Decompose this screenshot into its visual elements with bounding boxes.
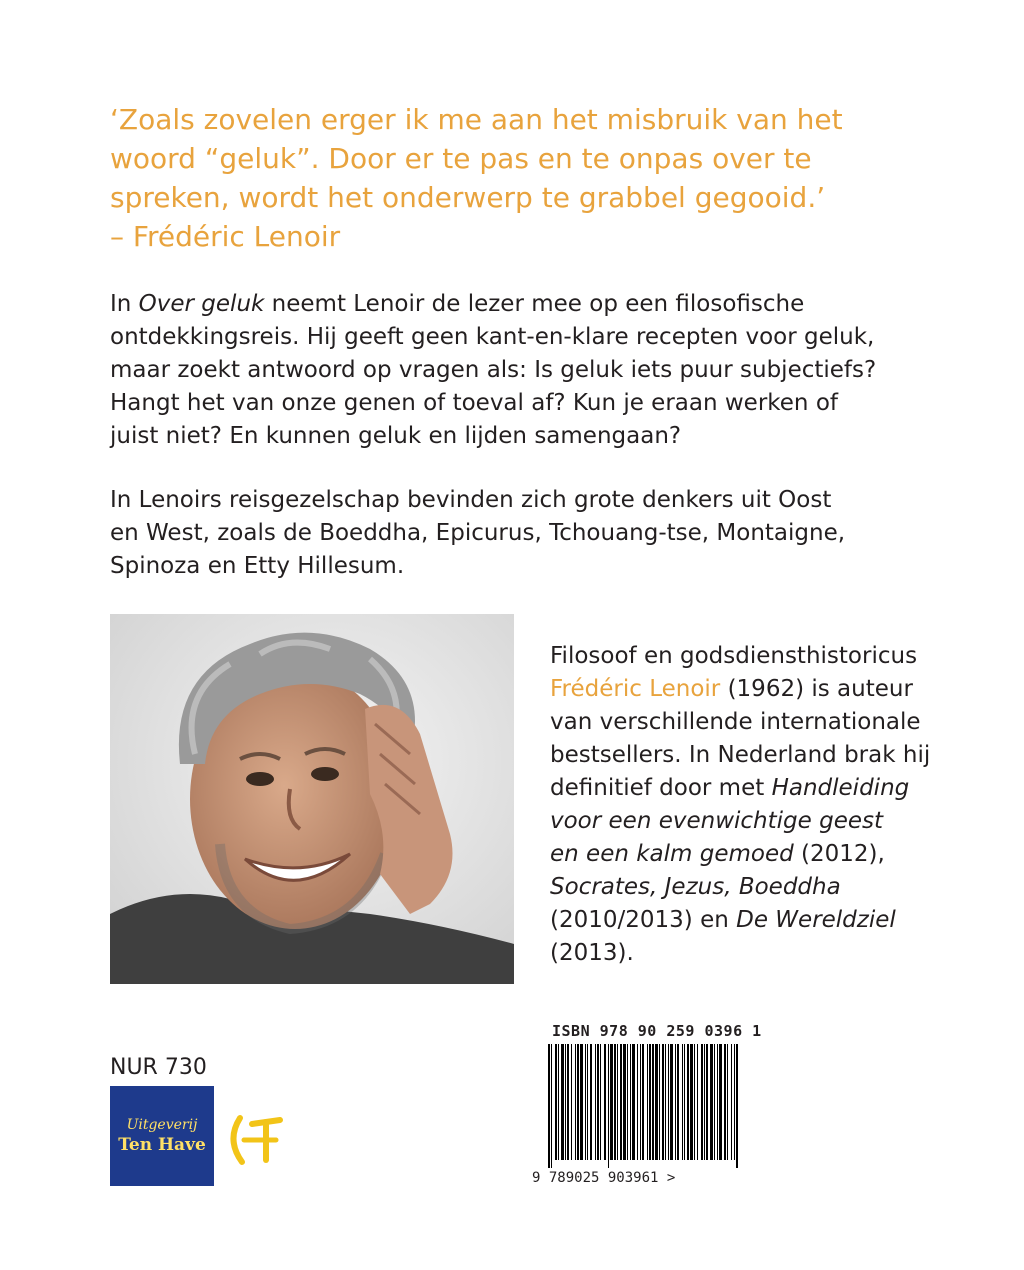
book-title: Over geluk bbox=[138, 291, 265, 317]
barcode-bar bbox=[600, 1044, 601, 1160]
paragraph-line: maar zoekt antwoord op vragen als: Is geluk iets puur subjectiefs? bbox=[110, 357, 877, 383]
bio-line bbox=[550, 772, 970, 805]
paragraph-line: Hangt het van onze genen of toeval af? Kun je eraan werken of bbox=[110, 390, 838, 416]
barcode-bar bbox=[736, 1044, 738, 1168]
publisher-h-icon bbox=[230, 1110, 286, 1170]
barcode-bar bbox=[567, 1044, 569, 1160]
quote-line: spreken, wordt het onderwerp te grabbel gegooid.’ bbox=[110, 181, 826, 214]
barcode-bar bbox=[724, 1044, 726, 1160]
barcode-bar bbox=[690, 1044, 693, 1160]
paragraph-line: Spinoza en Etty Hillesum. bbox=[110, 553, 405, 579]
barcode-bar bbox=[706, 1044, 708, 1160]
publisher-logo-line1: Uitgeverij bbox=[126, 1117, 198, 1133]
barcode-bar bbox=[617, 1044, 618, 1160]
barcode-bar bbox=[620, 1044, 622, 1160]
quote-line: woord “geluk”. Door er te pas en te onpas over te bbox=[110, 142, 812, 175]
isbn-barcode bbox=[532, 1022, 762, 1190]
book-title: Socrates, Jezus, Boeddha bbox=[550, 874, 841, 900]
barcode-bar bbox=[649, 1044, 651, 1160]
book-title: Handleiding bbox=[771, 775, 910, 801]
barcode-bar bbox=[684, 1044, 685, 1160]
book-title: De Wereldziel bbox=[736, 907, 896, 933]
bio-line bbox=[550, 805, 970, 838]
barcode-bar bbox=[561, 1044, 564, 1160]
barcode-bar bbox=[719, 1044, 722, 1160]
barcode-bar bbox=[655, 1044, 658, 1160]
barcode-bar bbox=[687, 1044, 689, 1160]
book-title: voor een evenwichtige geest bbox=[550, 808, 883, 834]
barcode-bar bbox=[670, 1044, 673, 1160]
publisher-logo-line2: Ten Have bbox=[118, 1135, 206, 1155]
author-photo bbox=[110, 614, 514, 984]
barcode-bar bbox=[668, 1044, 669, 1160]
barcode-bar bbox=[662, 1044, 664, 1160]
barcode-bar bbox=[694, 1044, 695, 1160]
barcode-bar bbox=[610, 1044, 613, 1160]
barcode-bar bbox=[608, 1044, 609, 1168]
barcode-bar bbox=[697, 1044, 698, 1160]
barcode-bar bbox=[575, 1044, 576, 1160]
book-title: en een kalm gemoed bbox=[550, 841, 794, 867]
thinkers-paragraph bbox=[110, 484, 970, 583]
author-bio bbox=[550, 640, 970, 970]
author-name: Frédéric Lenoir bbox=[550, 676, 721, 702]
barcode-bar bbox=[551, 1044, 552, 1168]
paragraph-line bbox=[110, 288, 970, 321]
text: (2012), bbox=[793, 841, 885, 867]
barcode-bar bbox=[677, 1044, 679, 1160]
barcode-bar bbox=[565, 1044, 566, 1160]
barcode-bar bbox=[623, 1044, 626, 1160]
barcode-bar bbox=[585, 1044, 586, 1160]
bio-line bbox=[550, 673, 970, 706]
bio-line: (2013). bbox=[550, 940, 634, 966]
barcode-bar bbox=[731, 1044, 732, 1160]
bio-line bbox=[550, 838, 970, 871]
barcode-bar bbox=[590, 1044, 592, 1160]
barcode-bar bbox=[734, 1044, 735, 1160]
barcode-bar bbox=[642, 1044, 644, 1160]
quote-line: ‘Zoals zovelen erger ik me aan het misbruik van het bbox=[110, 103, 843, 136]
publisher-logo bbox=[110, 1086, 214, 1186]
isbn-digits: 9 789025 903961 > bbox=[532, 1170, 676, 1186]
paragraph-line: juist niet? En kunnen geluk en lijden samengaan? bbox=[110, 423, 682, 449]
author-portrait-illustration bbox=[110, 614, 514, 984]
barcode-bar bbox=[727, 1044, 728, 1160]
bio-line bbox=[550, 904, 970, 937]
barcode-bar bbox=[604, 1044, 606, 1160]
bio-line bbox=[550, 871, 970, 904]
text: (2010/2013) en bbox=[550, 907, 737, 933]
barcode-bars bbox=[548, 1044, 742, 1168]
barcode-bar bbox=[632, 1044, 635, 1160]
barcode-bar bbox=[682, 1044, 683, 1160]
barcode-bar bbox=[675, 1044, 676, 1160]
paragraph-line: In Lenoirs reisgezelschap bevinden zich grote denkers uit Oost bbox=[110, 487, 832, 513]
barcode-bar bbox=[710, 1044, 713, 1160]
bio-line: bestsellers. In Nederland brak hij bbox=[550, 742, 931, 768]
text: neemt Lenoir de lezer mee op een filosofische bbox=[264, 291, 805, 317]
barcode-bar bbox=[577, 1044, 579, 1160]
barcode-bar bbox=[548, 1044, 550, 1168]
bio-line: Filosoof en godsdiensthistoricus bbox=[550, 643, 918, 669]
text: definitief door met bbox=[550, 775, 772, 801]
barcode-bar bbox=[580, 1044, 583, 1160]
barcode-bar bbox=[587, 1044, 588, 1160]
barcode-bar bbox=[637, 1044, 638, 1160]
paragraph-line: en West, zoals de Boeddha, Epicurus, Tchouang-tse, Montaigne, bbox=[110, 520, 846, 546]
barcode-bar bbox=[558, 1044, 559, 1160]
text: In bbox=[110, 291, 139, 317]
barcode-bar bbox=[714, 1044, 715, 1160]
barcode-bar bbox=[595, 1044, 596, 1160]
barcode-bar bbox=[701, 1044, 703, 1160]
quote bbox=[110, 100, 950, 256]
barcode-bar bbox=[652, 1044, 654, 1160]
isbn-label: ISBN 978 90 259 0396 1 bbox=[552, 1022, 762, 1040]
barcode-bar bbox=[555, 1044, 557, 1160]
paragraph-line: ontdekkingsreis. Hij geeft geen kant-en-klare recepten voor geluk, bbox=[110, 324, 875, 350]
barcode-bar bbox=[640, 1044, 641, 1160]
nur-code: NUR 730 bbox=[110, 1055, 207, 1080]
barcode-bar bbox=[665, 1044, 666, 1160]
barcode-bar bbox=[630, 1044, 631, 1160]
quote-attribution: – Frédéric Lenoir bbox=[110, 220, 341, 253]
barcode-bar bbox=[597, 1044, 599, 1160]
barcode-bar bbox=[571, 1044, 572, 1160]
barcode-bar bbox=[659, 1044, 660, 1160]
bio-line: van verschillende internationale bbox=[550, 709, 921, 735]
barcode-bar bbox=[627, 1044, 628, 1160]
text: (1962) is auteur bbox=[720, 676, 913, 702]
barcode-bar bbox=[614, 1044, 616, 1160]
barcode-bar bbox=[717, 1044, 718, 1160]
barcode-bar bbox=[647, 1044, 648, 1160]
barcode-bar bbox=[704, 1044, 705, 1160]
description-paragraph bbox=[110, 288, 970, 453]
